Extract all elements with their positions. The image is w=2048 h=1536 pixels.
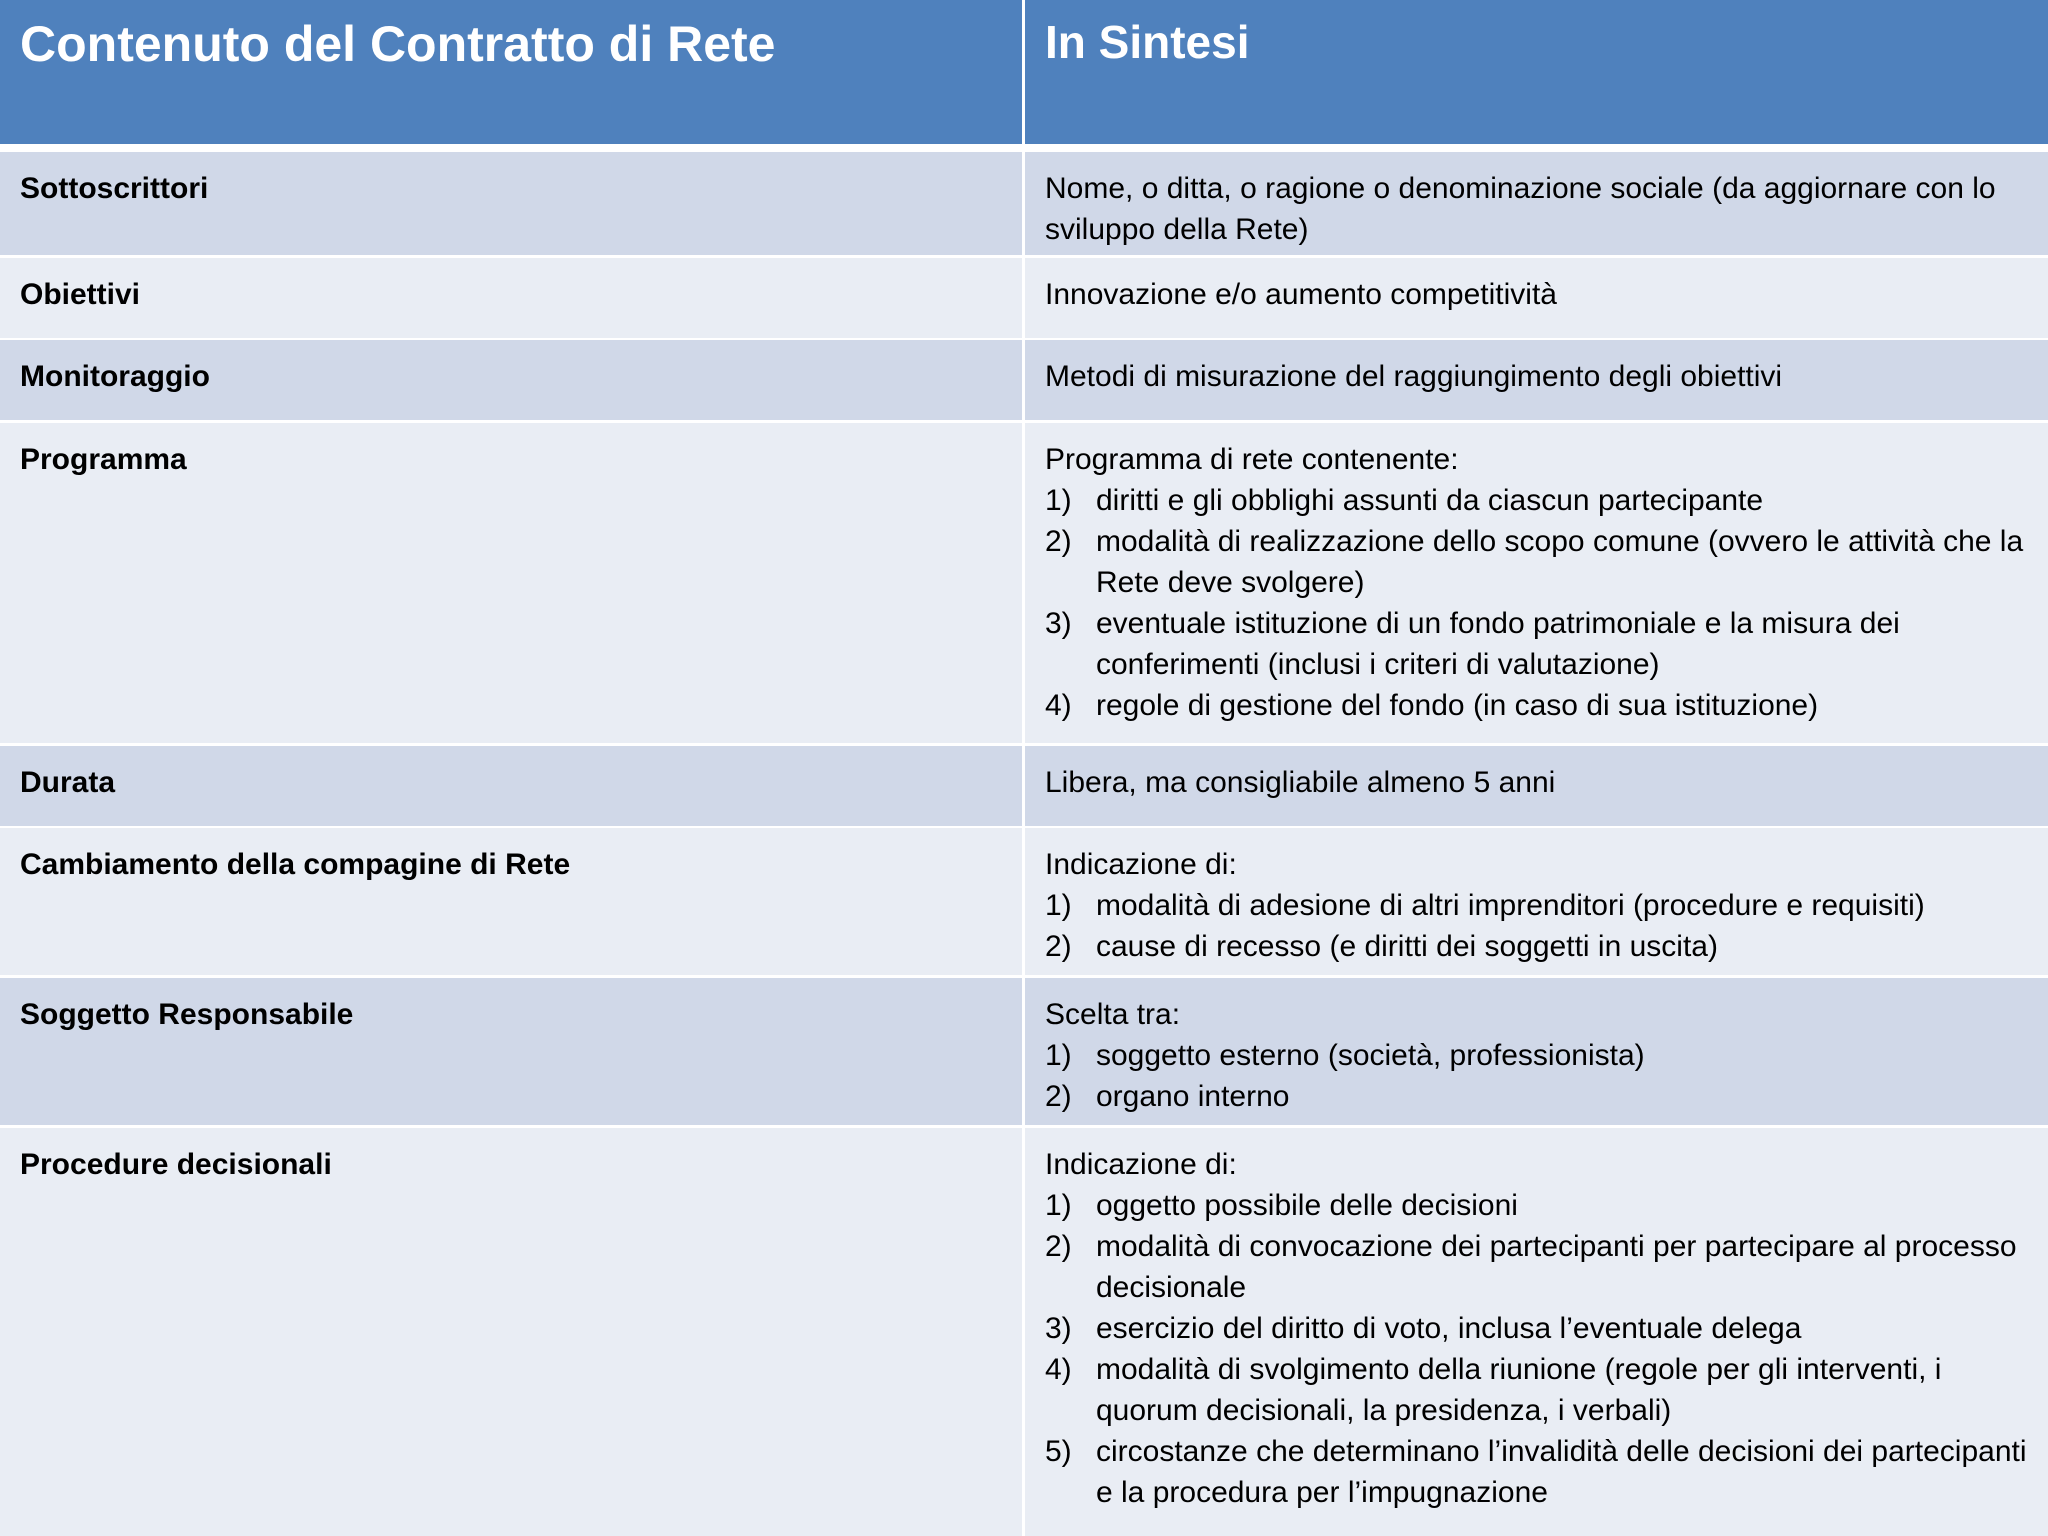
row-label: Procedure decisionali bbox=[0, 1128, 1022, 1536]
list-item bbox=[1045, 1431, 2028, 1513]
list-item-number: 1) bbox=[1045, 1189, 1072, 1222]
list-item-number: 2) bbox=[1045, 930, 1072, 963]
list-item bbox=[1045, 480, 2028, 521]
numbered-list bbox=[1045, 480, 2028, 726]
list-item-number: 3) bbox=[1045, 607, 1072, 640]
row-summary: Nome, o ditta, o ragione o denominazione sociale (da aggiornare con lo sviluppo della Rete) bbox=[1025, 152, 2048, 255]
list-item bbox=[1045, 1308, 2028, 1349]
list-item-number: 4) bbox=[1045, 689, 1072, 722]
row-intro: Indicazione di: bbox=[1045, 848, 1237, 881]
row-label: Cambiamento della compagine di Rete bbox=[0, 828, 1022, 975]
row-summary: Libera, ma consigliabile almeno 5 anni bbox=[1025, 746, 2048, 826]
list-item-text: esercizio del diritto di voto, inclusa l’eventuale delega bbox=[1096, 1312, 1802, 1345]
list-item-text: cause di recesso (e diritti dei soggetti in uscita) bbox=[1096, 930, 1718, 963]
table-row bbox=[0, 828, 2048, 975]
numbered-list bbox=[1045, 1035, 2028, 1117]
row-summary bbox=[1025, 978, 2048, 1125]
list-item-text: regole di gestione del fondo (in caso di sua istituzione) bbox=[1096, 689, 1819, 722]
table-row bbox=[0, 1128, 2048, 1536]
table-row bbox=[0, 340, 2048, 420]
header-cell-content: Contenuto del Contratto di Rete bbox=[0, 0, 1022, 144]
row-label: Durata bbox=[0, 746, 1022, 826]
list-item-number: 2) bbox=[1045, 1080, 1072, 1113]
table-header-row bbox=[0, 0, 2048, 144]
list-item-text: circostanze che determinano l’invalidità delle decisioni dei partecipanti e la procedura per l’impugnazione bbox=[1096, 1435, 2027, 1509]
list-item-number: 1) bbox=[1045, 889, 1072, 922]
list-item-text: eventuale istituzione di un fondo patrimoniale e la misura dei conferimenti (inclusi i criteri di valutazione) bbox=[1096, 607, 1900, 681]
list-item bbox=[1045, 603, 2028, 685]
list-item bbox=[1045, 1349, 2028, 1431]
list-item-text: oggetto possibile delle decisioni bbox=[1096, 1189, 1518, 1222]
row-label: Soggetto Responsabile bbox=[0, 978, 1022, 1125]
list-item-number: 2) bbox=[1045, 1230, 1072, 1263]
table-row bbox=[0, 978, 2048, 1125]
header-cell-summary: In Sintesi bbox=[1025, 0, 2048, 144]
list-item bbox=[1045, 1226, 2028, 1308]
numbered-list bbox=[1045, 885, 2028, 967]
row-label: Sottoscrittori bbox=[0, 152, 1022, 255]
table-row bbox=[0, 423, 2048, 743]
row-intro: Programma di rete contenente: bbox=[1045, 443, 1459, 476]
row-intro: Indicazione di: bbox=[1045, 1148, 1237, 1181]
list-item bbox=[1045, 1035, 2028, 1076]
row-summary bbox=[1025, 1128, 2048, 1536]
row-label: Obiettivi bbox=[0, 258, 1022, 338]
table-row bbox=[0, 746, 2048, 826]
row-summary: Innovazione e/o aumento competitività bbox=[1025, 258, 2048, 338]
list-item-number: 5) bbox=[1045, 1435, 1072, 1468]
list-item bbox=[1045, 521, 2028, 603]
list-item-number: 2) bbox=[1045, 525, 1072, 558]
list-item bbox=[1045, 1076, 2028, 1117]
numbered-list bbox=[1045, 1185, 2028, 1513]
row-summary: Metodi di misurazione del raggiungimento degli obiettivi bbox=[1025, 340, 2048, 420]
list-item-text: modalità di convocazione dei partecipanti per partecipare al processo decisionale bbox=[1096, 1230, 2017, 1304]
list-item-text: organo interno bbox=[1096, 1080, 1290, 1113]
table-row bbox=[0, 152, 2048, 255]
list-item-text: modalità di realizzazione dello scopo comune (ovvero le attività che la Rete deve svolgere) bbox=[1096, 525, 2024, 599]
row-summary bbox=[1025, 423, 2048, 743]
list-item-text: soggetto esterno (società, professionista) bbox=[1096, 1039, 1645, 1072]
row-summary bbox=[1025, 828, 2048, 975]
row-label: Monitoraggio bbox=[0, 340, 1022, 420]
list-item bbox=[1045, 1185, 2028, 1226]
list-item bbox=[1045, 926, 2028, 967]
row-intro: Scelta tra: bbox=[1045, 998, 1181, 1031]
list-item-number: 1) bbox=[1045, 1039, 1072, 1072]
list-item-number: 4) bbox=[1045, 1353, 1072, 1386]
row-label: Programma bbox=[0, 423, 1022, 743]
list-item-text: diritti e gli obblighi assunti da ciascun partecipante bbox=[1096, 484, 1764, 517]
list-item-text: modalità di adesione di altri imprenditori (procedure e requisiti) bbox=[1096, 889, 1925, 922]
list-item bbox=[1045, 685, 2028, 726]
list-item-number: 1) bbox=[1045, 484, 1072, 517]
list-item-text: modalità di svolgimento della riunione (regole per gli interventi, i quorum decisionali, la presidenza, i verbali) bbox=[1096, 1353, 1942, 1427]
list-item bbox=[1045, 885, 2028, 926]
list-item-number: 3) bbox=[1045, 1312, 1072, 1345]
table-row bbox=[0, 258, 2048, 338]
